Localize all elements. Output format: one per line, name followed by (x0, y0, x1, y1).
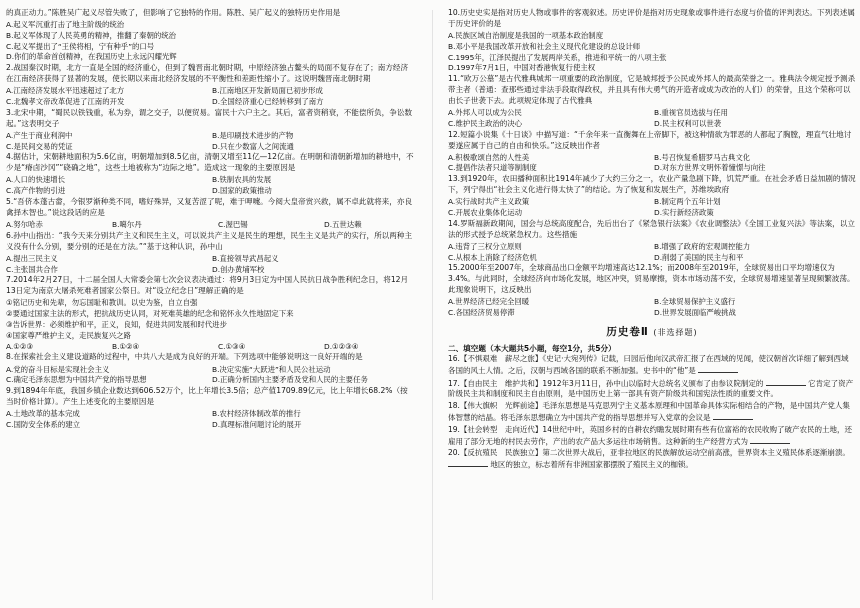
question-6: 6.孙中山指出：“我今天来分别共产主义和民生主义，可以说共产主义是民生的理想，民生主义是共产的实行，所以两种主义没有什么分别，要分别的还是在方法。”“基于这种认识，孙中山 (6, 230, 413, 251)
section-subtitle: (非选择题) (653, 327, 698, 337)
question-3-options (6, 131, 414, 153)
question-18 (448, 401, 856, 424)
q12-option-d: D.对东方世界文明怀着憧憬与向往 (654, 163, 766, 173)
q15-option-b: B.全球贸易保护主义盛行 (654, 297, 736, 307)
q6-option-a: A.提出三民主义 (6, 253, 58, 263)
q14-option-a: A.违背了三权分立原则 (448, 241, 522, 251)
question-9: 9.到1894年年底，我国乡镇企业数达到606.52万个，比上年增长3.5倍；总产值1709.89亿元，比上年增长68.2%（按当时价格计算）。产生上述变化的主要原因是 (6, 386, 408, 407)
q6-option-d: D.创办黄埔军校 (212, 264, 265, 274)
q4-option-a: A.人口的快速增长 (6, 175, 66, 185)
q9-option-d: D.真理标准问题讨论的展开 (212, 419, 302, 429)
question-6-options (6, 254, 414, 276)
q18-answer-blank[interactable] (713, 412, 753, 420)
q2-option-a: A.江南经济发展水平迅速超过了北方 (6, 86, 125, 96)
q7-item-1: ①铭记历史和先辈，勿忘国耻和教训。以史为鉴，自立自强 (6, 298, 198, 308)
q7-option-c: C.①③④ (218, 341, 246, 351)
column-divider (432, 10, 433, 600)
q1-option-b: B.起义军体现了人民英勇的精神，推翻了秦朝的统治 (6, 30, 177, 40)
q11-option-c: C.维护民主政治的决心 (448, 118, 523, 128)
part-2-heading: 二、填空题（本大题共5小题，每空1分，共5分） (448, 343, 616, 353)
q10-option-d: D.1997年7月1日，中国对香港恢复行使主权 (448, 63, 596, 73)
question-3: 3.北宋中期，“蜀民以铁钱重，私为券，谓之交子，以便贸易。富民十六户主之。其后，富者资稍衰，不能偿所负，争讼数起。”这表明交子 (6, 107, 413, 128)
q19-text: 19.【社会转型 走向近代】14世纪中叶，英国乡村的自耕农约瞻发展时期有些有位富裕的农民收购了破产农民的土地，还雇用了部分无地的村民去劳作，产出的农产品大多运往市场销售。这种新的生产经营方式为 (448, 424, 852, 446)
q10-option-c: C.1995年，江泽民提出了发展两岸关系，推进和平统一的八项主张 (448, 52, 667, 62)
q20-answer-blank[interactable] (448, 459, 488, 467)
q5-option-d: D.五世达赖 (324, 220, 362, 230)
q3-option-a: A.产生于商业利润中 (6, 130, 73, 140)
q2-option-b: B.江南地区开发新局面已初步形成 (212, 86, 323, 96)
question-14-options (448, 242, 856, 264)
q13-option-d: D.实行新经济政策 (654, 208, 714, 218)
question-12: 12.短篇小说集《十日谈》中描写道：“千余年来一直衡舞在上帝脚下，被这种情欲为罪恶的人都起了胸膛，理直气壮地讨要遂应属于自己的自由和快乐。”这反映出作者 (448, 129, 852, 150)
q20-text: 20.【反抗殖民 民族独立】第二次世界大战后，亚非拉地区的民族解放运动空前高涨，世界资本主义殖民体系逐渐崩溃。 (448, 448, 850, 458)
q9-option-a: A.土地改革的基本完成 (6, 409, 80, 419)
q4-option-c: C.高产作物的引进 (6, 186, 66, 196)
q12-option-c: C.提倡作法者只道等制制度 (448, 163, 537, 173)
q8-option-a: A.党的奋斗目标是实现社会主义 (6, 364, 110, 374)
q6-option-c: C.主张国共合作 (6, 264, 58, 274)
question-1-tail: 的真正动力。”陈胜吴广起义尽管失败了，但影响了它独特的作用。陈胜、吴广起义的独特历史作用是 (6, 8, 341, 17)
q6-option-b: B.直接领导武昌起义 (212, 253, 279, 263)
q7-option-a: A.①②③ (6, 341, 34, 351)
q13-option-b: B.制定两个五年计划 (654, 197, 721, 207)
q7-option-b: B.①②④ (112, 341, 140, 351)
question-20 (448, 448, 856, 471)
q17-text-continued: 它肯定了资产阶级民主共和制度和民主自由原则，是中国历史上第一部具有资产阶级共和国宪法性质的重要文件。 (448, 378, 854, 399)
q3-option-b: B.是印刷技术进步的产物 (212, 130, 294, 140)
q7-item-4: ④国家尊严维护主义，走民族复兴之路 (6, 330, 131, 340)
q18-text: 18.【伟大旗帜 光辉前途】毛泽东思想是马克思列宁主义基本原理和中国革命具体实际相结合的产物，是中国共产党人集体智慧的结晶。将毛泽东思想确立为中国共产党的指导思想并写入党章的会议是 (448, 401, 850, 422)
q2-option-d: D.全国经济重心已经转移到了南方 (212, 97, 324, 107)
section-title (448, 324, 856, 339)
q16-answer-blank[interactable] (698, 365, 738, 373)
q15-option-a: A.世界经济已经完全回暖 (448, 297, 530, 307)
q20-text-continued: 地区的独立，标志着所有非洲国家都摆脱了殖民主义的枷锁。 (490, 460, 693, 470)
question-15: 15.2000年至2007年，全球商品出口金额平均增速高达12.1%；而2008年至2019年，全球贸易出口平均增速仅为3.4%。与此同时，全球经济向市场化发展，地区冲突，贸易摩擦，资本市场动荡不安，全球贸易增速显著呈现频繁波荡。此现象说明下，这反映出 (448, 263, 855, 295)
question-19 (448, 425, 856, 448)
q19-answer-blank[interactable] (750, 436, 790, 444)
q11-option-b: B.重视官员选拔与任用 (654, 108, 728, 118)
question-10-options (448, 31, 856, 74)
q11-option-a: A.外邦人可以成为公民 (448, 108, 522, 118)
q9-option-c: C.国防安全体系的建立 (6, 419, 81, 429)
question-8: 8.在探索社会主义建设道路的过程中，中共八大是成为良好的开端。下列选项中能够说明这一良好开端的是 (6, 352, 363, 362)
q11-option-d: D.民主权利可以世袭 (654, 118, 722, 128)
question-4-options (6, 175, 414, 197)
q12-option-a: A.积极歌颂自然的人性美 (448, 152, 530, 162)
q13-option-a: A.实行战时共产主义政策 (448, 197, 530, 207)
q14-option-b: B.增强了政府的宏观调控能力 (654, 241, 751, 251)
question-2: 2.战国秦汉时期，北方一直是全国的经济重心，但到了魏晋南北朝时期，中原经济独占鳌头的局面不复存在了；南方经济在江南经济获得了显著的发展，使长期以来南北经济发展的不平衡性和差距性缩小了。这说明魏晋南北朝时期 (6, 63, 409, 84)
q17-text: 17.【自由民主 维护共和】1912年3月11日，孙中山以临时大总统名义颁布了由参议院制定的 (448, 378, 764, 388)
q5-option-a: A.努尔哈赤 (6, 220, 43, 230)
question-8-options (6, 365, 414, 387)
question-11: 11.“欧万公墓”是古代雅典城邦一项重要的政治制度，它是城邦授予公民或外邦人的最高荣誉之一。雅典法令规定授予测杀带主者（普通：查那些通过非法手段取得政权，并且具有伟大勇气的开造者或成为改治的人们）的荣誉，且这个荣称可以由长子世袭下去。此项规定体现了古代雅典 (448, 74, 856, 105)
question-5: 5.“吾侪本蓬古畲，今银罗渐种类不同，嗜好殊异，又复苦涩了呢，难于呷嚏。今阅大皇帝赏兴救，属不卓此就将来，亦良禽择木智也。”说这段话的应是 (6, 197, 413, 217)
q1-option-d: D.你们的革命首创精神，在我国历史上永远闪耀光辉 (6, 52, 177, 62)
q3-option-c: C.是民间交易的凭证 (6, 141, 73, 151)
right-column (448, 8, 856, 472)
question-4: 4.据估计，宋朝耕地面积为5.6亿亩，明朝增加到8.5亿亩，清朝又增至11亿—12亿亩。在明朝和清朝新增加的耕地中，不少是“瘠卤沙冈”“硗确之地”，这些土地被称为“边际之地”。造成这一现象的主要原因是 (6, 152, 414, 173)
q2-option-c: C.北魏孝文帝改革促进了江南的开发 (6, 97, 125, 107)
q16-text: 16.【不惧艰难 薪尽之旅】《史记·大宛列传》记载，曰园后他向汉武帝汇报了在西域的见闻，使汉朝首次详细了解到西域各国的风土人情。之后，汉朝与西域各国的联系不断加强。史书中的“他”是 (448, 353, 849, 375)
question-15-options (448, 297, 856, 319)
question-17 (448, 378, 856, 401)
left-column (6, 8, 414, 431)
question-13: 13.到1920年，农田播种面积比1914年减少了大约三分之一，农业产量急剧下降，饥荒严重。在社会矛盾日益加剧的情况下，列宁得出“社会主义化进行得太快了”的结论。为了恢复和发展生产，苏维埃政府 (448, 174, 856, 195)
q15-option-d: D.世界发展面临严峻挑战 (654, 308, 736, 318)
q7-option-d: D.①②③④ (324, 341, 359, 351)
section-title-text: 历史卷Ⅱ (606, 325, 649, 338)
q15-option-c: C.各国经济贸易停滞 (448, 308, 515, 318)
q12-option-b: B.号召恢复希腊罗马古典文化 (654, 152, 751, 162)
q4-option-d: D.国家的政策推动 (212, 186, 272, 196)
question-9-options (6, 409, 414, 431)
question-5-options (6, 220, 414, 231)
question-16 (448, 354, 856, 377)
q14-option-d: D.削弱了美国的民主与和平 (654, 252, 744, 262)
question-12-options (448, 153, 856, 175)
q7-item-2: ②要通过国家主法的形式，把抗战历史认同，对死难英雄的纪念和铭怀永久性地固定下来 (6, 309, 294, 319)
question-7: 7.2014年2月27日，十二届全国人大常委会第七次会议表决通过：将9月3日定为中国人民抗日战争胜利纪念日，将12月13日定为南京大屠杀死难者国家公祭日。对“设立纪念日”理解正确的是 (6, 275, 409, 296)
q7-item-3: ③告诉世界：必须维护和平，正义，良知，促进共同发展和时代进步 (6, 320, 227, 330)
q9-option-b: B.农村经济体制改革的推行 (212, 409, 301, 419)
q13-option-c: C.开展农业集体化运动 (448, 208, 523, 218)
q1-option-c: C.起义军提出了“王侯将相，宁有种乎”的口号 (6, 41, 155, 51)
question-7-options (6, 342, 414, 353)
question-7-items (6, 298, 414, 341)
q10-option-b: B.邓小平是我国改革开放和社会主义现代化建设的总设计师 (448, 41, 641, 51)
question-11-options (448, 108, 856, 130)
q4-option-b: B.铁制农具的发展 (212, 175, 272, 185)
q8-option-b: B.决定实施“大跃进”和人民公社运动 (212, 364, 331, 374)
q10-option-a: A.民族区域自治制度是我国的一项基本政治制度 (448, 31, 604, 40)
question-1-options (6, 20, 414, 63)
question-10: 10.历史史实是指对历史人物或事件的客观叙述。历史评价是指对历史现象或事件进行态度与价值的评判表达。下列表述属于历史评价的是 (448, 8, 855, 28)
q8-option-d: D.正确分析国内主要矛盾及党和人民的主要任务 (212, 375, 368, 385)
q5-option-b: B.噶尔丹 (112, 220, 142, 230)
q8-option-c: C.确定毛泽东思想为中国共产党的指导思想 (6, 375, 147, 385)
q14-option-c: C.从根本上消除了经济危机 (448, 252, 537, 262)
q1-option-a: A.起义军沉重打击了地主阶级的统治 (6, 20, 125, 30)
q17-answer-blank[interactable] (766, 378, 806, 386)
question-13-options (448, 197, 856, 219)
question-2-options (6, 86, 414, 108)
question-14: 14.罗斯福新政期间，国会与总统高度配合，先后出台了《紧急银行法案》《农业调整法》《全国工业复兴法》等法案，以立法的形式授予总统紧急权力。这些措施 (448, 218, 855, 239)
q5-option-c: C.渥巴锡 (218, 220, 248, 230)
q3-option-d: D.只在少数富人之间流通 (212, 141, 294, 151)
